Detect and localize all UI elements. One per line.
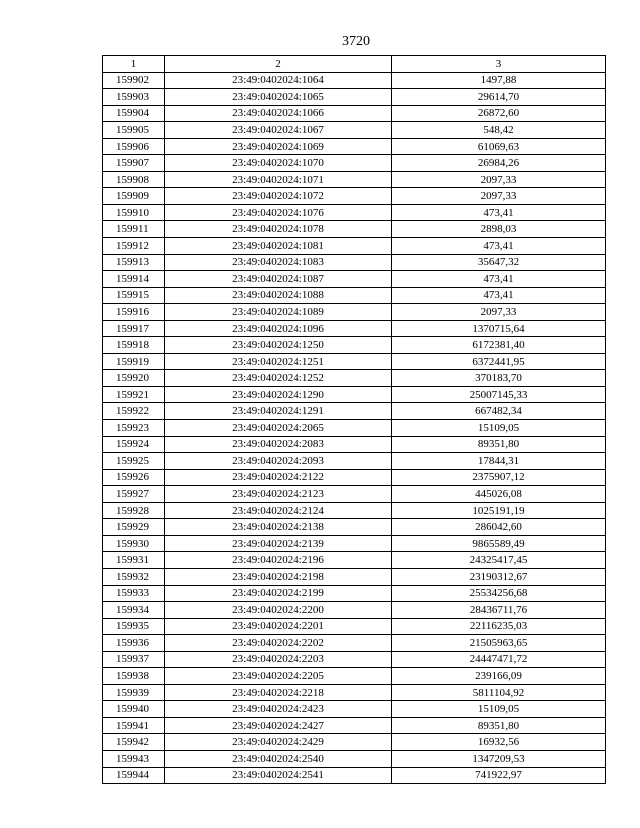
cadastral-number-cell: 23:49:0402024:1096 bbox=[165, 320, 392, 337]
header-row bbox=[103, 56, 606, 73]
table-row bbox=[103, 386, 606, 403]
cadastral-number-cell: 23:49:0402024:2205 bbox=[165, 668, 392, 685]
row-number-cell: 159928 bbox=[103, 502, 165, 519]
cadastral-number-cell: 23:49:0402024:1291 bbox=[165, 403, 392, 420]
row-number-cell: 159919 bbox=[103, 353, 165, 370]
value-cell: 22116235,03 bbox=[392, 618, 606, 635]
cadastral-number-cell: 23:49:0402024:2083 bbox=[165, 436, 392, 453]
value-cell: 25007145,33 bbox=[392, 386, 606, 403]
data-table bbox=[102, 55, 606, 784]
cadastral-number-cell: 23:49:0402024:2122 bbox=[165, 469, 392, 486]
table-row bbox=[103, 122, 606, 139]
cadastral-number-cell: 23:49:0402024:2093 bbox=[165, 453, 392, 470]
cadastral-number-cell: 23:49:0402024:1071 bbox=[165, 171, 392, 188]
cadastral-number-cell: 23:49:0402024:1089 bbox=[165, 304, 392, 321]
table-row bbox=[103, 767, 606, 784]
table-row bbox=[103, 734, 606, 751]
row-number-cell: 159907 bbox=[103, 155, 165, 172]
cadastral-number-cell: 23:49:0402024:2423 bbox=[165, 701, 392, 718]
row-number-cell: 159937 bbox=[103, 651, 165, 668]
cadastral-number-cell: 23:49:0402024:1083 bbox=[165, 254, 392, 271]
value-cell: 473,41 bbox=[392, 204, 606, 221]
table-row bbox=[103, 204, 606, 221]
row-number-cell: 159925 bbox=[103, 453, 165, 470]
cadastral-number-cell: 23:49:0402024:1070 bbox=[165, 155, 392, 172]
value-cell: 473,41 bbox=[392, 287, 606, 304]
value-cell: 35647,32 bbox=[392, 254, 606, 271]
table-row bbox=[103, 684, 606, 701]
table-row bbox=[103, 155, 606, 172]
row-number-cell: 159929 bbox=[103, 519, 165, 536]
row-number-cell: 159930 bbox=[103, 535, 165, 552]
row-number-cell: 159909 bbox=[103, 188, 165, 205]
cadastral-number-cell: 23:49:0402024:2138 bbox=[165, 519, 392, 536]
value-cell: 2898,03 bbox=[392, 221, 606, 238]
value-cell: 370183,70 bbox=[392, 370, 606, 387]
cadastral-number-cell: 23:49:0402024:1067 bbox=[165, 122, 392, 139]
cadastral-number-cell: 23:49:0402024:2199 bbox=[165, 585, 392, 602]
row-number-cell: 159916 bbox=[103, 304, 165, 321]
row-number-cell: 159920 bbox=[103, 370, 165, 387]
value-cell: 1025191,19 bbox=[392, 502, 606, 519]
table-row bbox=[103, 502, 606, 519]
row-number-cell: 159942 bbox=[103, 734, 165, 751]
table-row bbox=[103, 453, 606, 470]
value-cell: 16932,56 bbox=[392, 734, 606, 751]
table-row bbox=[103, 89, 606, 106]
table-row bbox=[103, 436, 606, 453]
table-row bbox=[103, 668, 606, 685]
value-cell: 15109,05 bbox=[392, 701, 606, 718]
value-cell: 1370715,64 bbox=[392, 320, 606, 337]
cadastral-number-cell: 23:49:0402024:2196 bbox=[165, 552, 392, 569]
cadastral-number-cell: 23:49:0402024:2427 bbox=[165, 717, 392, 734]
value-cell: 445026,08 bbox=[392, 486, 606, 503]
row-number-cell: 159940 bbox=[103, 701, 165, 718]
table-row bbox=[103, 138, 606, 155]
value-cell: 89351,80 bbox=[392, 436, 606, 453]
table-row bbox=[103, 420, 606, 437]
value-cell: 24325417,45 bbox=[392, 552, 606, 569]
row-number-cell: 159923 bbox=[103, 420, 165, 437]
value-cell: 286042,60 bbox=[392, 519, 606, 536]
row-number-cell: 159914 bbox=[103, 271, 165, 288]
page-number: 3720 bbox=[342, 34, 370, 49]
column-header-1: 1 bbox=[103, 56, 165, 73]
table-row bbox=[103, 221, 606, 238]
table-row bbox=[103, 602, 606, 619]
value-cell: 2097,33 bbox=[392, 188, 606, 205]
cadastral-number-cell: 23:49:0402024:2429 bbox=[165, 734, 392, 751]
row-number-cell: 159939 bbox=[103, 684, 165, 701]
cadastral-number-cell: 23:49:0402024:2198 bbox=[165, 568, 392, 585]
row-number-cell: 159936 bbox=[103, 635, 165, 652]
row-number-cell: 159910 bbox=[103, 204, 165, 221]
row-number-cell: 159915 bbox=[103, 287, 165, 304]
cadastral-number-cell: 23:49:0402024:2200 bbox=[165, 602, 392, 619]
cadastral-number-cell: 23:49:0402024:1250 bbox=[165, 337, 392, 354]
value-cell: 61069,63 bbox=[392, 138, 606, 155]
cadastral-number-cell: 23:49:0402024:1065 bbox=[165, 89, 392, 106]
table-row bbox=[103, 552, 606, 569]
value-cell: 5811104,92 bbox=[392, 684, 606, 701]
cadastral-number-cell: 23:49:0402024:1066 bbox=[165, 105, 392, 122]
value-cell: 741922,97 bbox=[392, 767, 606, 784]
row-number-cell: 159903 bbox=[103, 89, 165, 106]
value-cell: 2097,33 bbox=[392, 171, 606, 188]
table-row bbox=[103, 254, 606, 271]
table-row bbox=[103, 519, 606, 536]
row-number-cell: 159921 bbox=[103, 386, 165, 403]
table-row bbox=[103, 535, 606, 552]
table-row bbox=[103, 370, 606, 387]
table-header bbox=[103, 56, 606, 73]
row-number-cell: 159926 bbox=[103, 469, 165, 486]
table-row bbox=[103, 238, 606, 255]
cadastral-number-cell: 23:49:0402024:2540 bbox=[165, 750, 392, 767]
value-cell: 28436711,76 bbox=[392, 602, 606, 619]
row-number-cell: 159938 bbox=[103, 668, 165, 685]
row-number-cell: 159905 bbox=[103, 122, 165, 139]
table-row bbox=[103, 469, 606, 486]
value-cell: 25534256,68 bbox=[392, 585, 606, 602]
value-cell: 17844,31 bbox=[392, 453, 606, 470]
cadastral-number-cell: 23:49:0402024:1078 bbox=[165, 221, 392, 238]
value-cell: 26984,26 bbox=[392, 155, 606, 172]
table-row bbox=[103, 353, 606, 370]
value-cell: 1347209,53 bbox=[392, 750, 606, 767]
table-row bbox=[103, 701, 606, 718]
value-cell: 6172381,40 bbox=[392, 337, 606, 354]
cadastral-number-cell: 23:49:0402024:2139 bbox=[165, 535, 392, 552]
table-row bbox=[103, 105, 606, 122]
value-cell: 667482,34 bbox=[392, 403, 606, 420]
cadastral-number-cell: 23:49:0402024:2201 bbox=[165, 618, 392, 635]
value-cell: 9865589,49 bbox=[392, 535, 606, 552]
table-row bbox=[103, 72, 606, 89]
cadastral-number-cell: 23:49:0402024:1088 bbox=[165, 287, 392, 304]
table-row bbox=[103, 585, 606, 602]
cadastral-number-cell: 23:49:0402024:2202 bbox=[165, 635, 392, 652]
row-number-cell: 159931 bbox=[103, 552, 165, 569]
row-number-cell: 159904 bbox=[103, 105, 165, 122]
cadastral-number-cell: 23:49:0402024:1076 bbox=[165, 204, 392, 221]
value-cell: 15109,05 bbox=[392, 420, 606, 437]
table-row bbox=[103, 320, 606, 337]
row-number-cell: 159913 bbox=[103, 254, 165, 271]
cadastral-number-cell: 23:49:0402024:1290 bbox=[165, 386, 392, 403]
table-row bbox=[103, 486, 606, 503]
value-cell: 1497,88 bbox=[392, 72, 606, 89]
value-cell: 473,41 bbox=[392, 271, 606, 288]
value-cell: 23190312,67 bbox=[392, 568, 606, 585]
table-row bbox=[103, 337, 606, 354]
value-cell: 6372441,95 bbox=[392, 353, 606, 370]
value-cell: 26872,60 bbox=[392, 105, 606, 122]
row-number-cell: 159935 bbox=[103, 618, 165, 635]
cadastral-number-cell: 23:49:0402024:1072 bbox=[165, 188, 392, 205]
cadastral-number-cell: 23:49:0402024:2123 bbox=[165, 486, 392, 503]
cadastral-number-cell: 23:49:0402024:1081 bbox=[165, 238, 392, 255]
cadastral-number-cell: 23:49:0402024:2124 bbox=[165, 502, 392, 519]
row-number-cell: 159918 bbox=[103, 337, 165, 354]
table-row bbox=[103, 651, 606, 668]
value-cell: 2375907,12 bbox=[392, 469, 606, 486]
row-number-cell: 159912 bbox=[103, 238, 165, 255]
value-cell: 548,42 bbox=[392, 122, 606, 139]
row-number-cell: 159924 bbox=[103, 436, 165, 453]
row-number-cell: 159943 bbox=[103, 750, 165, 767]
value-cell: 2097,33 bbox=[392, 304, 606, 321]
value-cell: 239166,09 bbox=[392, 668, 606, 685]
cadastral-number-cell: 23:49:0402024:2218 bbox=[165, 684, 392, 701]
column-header-2: 2 bbox=[165, 56, 392, 73]
table-row bbox=[103, 287, 606, 304]
table-row bbox=[103, 171, 606, 188]
row-number-cell: 159934 bbox=[103, 602, 165, 619]
table-row bbox=[103, 750, 606, 767]
value-cell: 473,41 bbox=[392, 238, 606, 255]
row-number-cell: 159917 bbox=[103, 320, 165, 337]
cadastral-number-cell: 23:49:0402024:1087 bbox=[165, 271, 392, 288]
column-header-3: 3 bbox=[392, 56, 606, 73]
cadastral-number-cell: 23:49:0402024:1251 bbox=[165, 353, 392, 370]
table-row bbox=[103, 271, 606, 288]
value-cell: 21505963,65 bbox=[392, 635, 606, 652]
table-body bbox=[103, 72, 606, 784]
cadastral-number-cell: 23:49:0402024:2065 bbox=[165, 420, 392, 437]
value-cell: 29614,70 bbox=[392, 89, 606, 106]
row-number-cell: 159944 bbox=[103, 767, 165, 784]
row-number-cell: 159932 bbox=[103, 568, 165, 585]
row-number-cell: 159941 bbox=[103, 717, 165, 734]
row-number-cell: 159922 bbox=[103, 403, 165, 420]
row-number-cell: 159902 bbox=[103, 72, 165, 89]
row-number-cell: 159911 bbox=[103, 221, 165, 238]
cadastral-number-cell: 23:49:0402024:2541 bbox=[165, 767, 392, 784]
value-cell: 24447471,72 bbox=[392, 651, 606, 668]
table-row bbox=[103, 635, 606, 652]
table-row bbox=[103, 188, 606, 205]
table-row bbox=[103, 618, 606, 635]
row-number-cell: 159908 bbox=[103, 171, 165, 188]
value-cell: 89351,80 bbox=[392, 717, 606, 734]
cadastral-number-cell: 23:49:0402024:1069 bbox=[165, 138, 392, 155]
table-row bbox=[103, 717, 606, 734]
table-row bbox=[103, 403, 606, 420]
table-row bbox=[103, 304, 606, 321]
row-number-cell: 159933 bbox=[103, 585, 165, 602]
cadastral-number-cell: 23:49:0402024:1252 bbox=[165, 370, 392, 387]
cadastral-number-cell: 23:49:0402024:2203 bbox=[165, 651, 392, 668]
row-number-cell: 159906 bbox=[103, 138, 165, 155]
table-row bbox=[103, 568, 606, 585]
row-number-cell: 159927 bbox=[103, 486, 165, 503]
cadastral-number-cell: 23:49:0402024:1064 bbox=[165, 72, 392, 89]
